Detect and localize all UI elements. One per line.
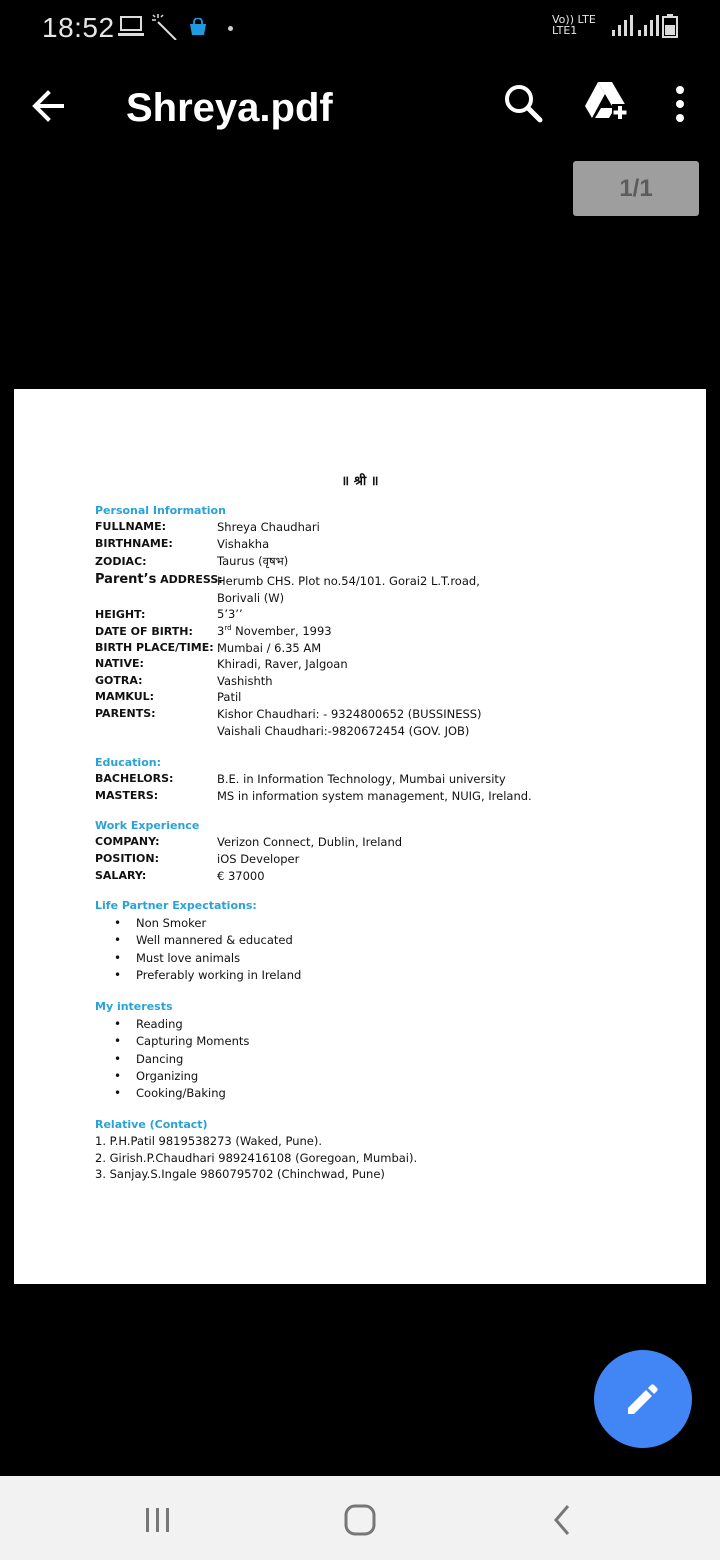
- field-label: NATIVE:: [95, 657, 144, 670]
- field-value: 5’3’’: [217, 607, 243, 621]
- page-indicator: 1/1: [573, 161, 699, 216]
- network-label-top: Vo)) LTE: [552, 13, 596, 26]
- list-item: • Must love animals: [114, 951, 241, 965]
- field-value: B.E. in Information Technology, Mumbai university: [217, 772, 506, 786]
- field-value: Herumb CHS. Plot no.54/101. Gorai2 L.T.road,: [217, 574, 480, 588]
- section-heading-work: Work Experience: [95, 819, 200, 832]
- field-label-suffix: ADDRESS:: [156, 573, 223, 586]
- field-value: Taurus (वृषभ): [217, 554, 289, 568]
- list-item: • Dancing: [114, 1052, 184, 1066]
- field-value: Mumbai / 6.35 AM: [217, 641, 322, 655]
- list-item: • Capturing Moments: [114, 1034, 250, 1048]
- section-heading-education: Education:: [95, 756, 161, 769]
- more-vert-icon[interactable]: [664, 80, 696, 128]
- field-value: iOS Developer: [217, 852, 300, 866]
- field-value: Kishor Chaudhari: - 9324800652 (BUSSINESS): [217, 707, 482, 721]
- status-time: 18:52: [42, 12, 115, 43]
- status-bar: [0, 0, 720, 56]
- list-item: • Preferably working in Ireland: [114, 968, 302, 982]
- app-bar: [0, 56, 720, 156]
- edit-button[interactable]: [594, 1350, 692, 1448]
- search-icon[interactable]: [500, 80, 548, 128]
- field-label: COMPANY:: [95, 835, 160, 848]
- field-label-prefix: Parent’s: [95, 572, 157, 587]
- network-type: [552, 14, 596, 36]
- shopping-bag-icon: [188, 18, 208, 36]
- notification-dot-icon: [228, 26, 233, 31]
- field-label: GOTRA:: [95, 674, 143, 687]
- field-value: MS in information system management, NUIG, Ireland.: [217, 789, 532, 803]
- field-label: BIRTHNAME:: [95, 537, 173, 550]
- relative-item: 3. Sanjay.S.Ingale 9860795702 (Chinchwad, Pune): [95, 1167, 385, 1181]
- field-label: ZODIAC:: [95, 555, 147, 568]
- dob-rest: November, 1993: [231, 624, 332, 638]
- section-heading-personal: Personal Information: [95, 504, 226, 517]
- field-value: Shreya Chaudhari: [217, 520, 320, 534]
- field-label: BACHELORS:: [95, 772, 174, 785]
- field-value-cont: Vaishali Chaudhari:-9820672454 (GOV. JOB): [217, 724, 470, 738]
- list-item: • Organizing: [114, 1069, 199, 1083]
- battery-icon: [662, 14, 678, 38]
- document-title: Shreya.pdf: [126, 86, 333, 130]
- drive-add-icon[interactable]: [582, 78, 630, 126]
- document-header: ॥ श्री ॥: [341, 474, 379, 489]
- relative-item: 1. P.H.Patil 9819538273 (Waked, Pune).: [95, 1134, 323, 1148]
- field-value: Patil: [217, 690, 242, 704]
- field-label: DATE OF BIRTH:: [95, 625, 193, 638]
- recent-apps-icon[interactable]: [136, 1498, 180, 1542]
- pdf-page[interactable]: [14, 389, 706, 1284]
- list-item: • Non Smoker: [114, 916, 207, 930]
- field-label: SALARY:: [95, 869, 147, 882]
- list-item: • Cooking/Baking: [114, 1086, 226, 1100]
- signal-icon: [610, 14, 634, 38]
- list-item: • Well mannered & educated: [114, 933, 293, 947]
- field-label: BIRTH PLACE/TIME:: [95, 641, 214, 654]
- back-arrow-icon[interactable]: [24, 80, 76, 132]
- field-value: Khiradi, Raver, Jalgoan: [217, 657, 348, 671]
- signal-icon: [636, 14, 660, 38]
- section-heading-relatives: Relative (Contact): [95, 1118, 208, 1131]
- section-heading-interests: My interests: [95, 1000, 173, 1013]
- field-label: FULLNAME:: [95, 520, 167, 533]
- field-label: POSITION:: [95, 852, 159, 865]
- field-value: € 37000: [217, 869, 265, 883]
- relative-item: 2. Girish.P.Chaudhari 9892416108 (Goregoan, Mumbai).: [95, 1151, 418, 1165]
- magic-wand-icon: [152, 14, 178, 40]
- network-label-bottom: LTE1: [552, 24, 578, 37]
- field-label: HEIGHT:: [95, 608, 146, 621]
- field-value-dob: [217, 624, 332, 638]
- home-icon[interactable]: [338, 1498, 382, 1542]
- field-value-cont: Borivali (W): [217, 591, 285, 605]
- field-label-address: [95, 572, 223, 587]
- field-label: MASTERS:: [95, 789, 159, 802]
- pencil-icon: [625, 1381, 661, 1417]
- back-icon[interactable]: [540, 1498, 584, 1542]
- field-value: Vashishth: [217, 674, 273, 688]
- field-label: PARENTS:: [95, 707, 156, 720]
- field-label: MAMKUL:: [95, 690, 155, 703]
- section-heading-expectations: Life Partner Expectations:: [95, 899, 257, 912]
- laptop-icon: [118, 14, 144, 38]
- navigation-bar: [0, 1476, 720, 1560]
- list-item: • Reading: [114, 1017, 183, 1031]
- field-value: Vishakha: [217, 537, 270, 551]
- field-value: Verizon Connect, Dublin, Ireland: [217, 835, 403, 849]
- dob-day: 3: [217, 624, 225, 638]
- dob-suffix: rd: [224, 624, 232, 633]
